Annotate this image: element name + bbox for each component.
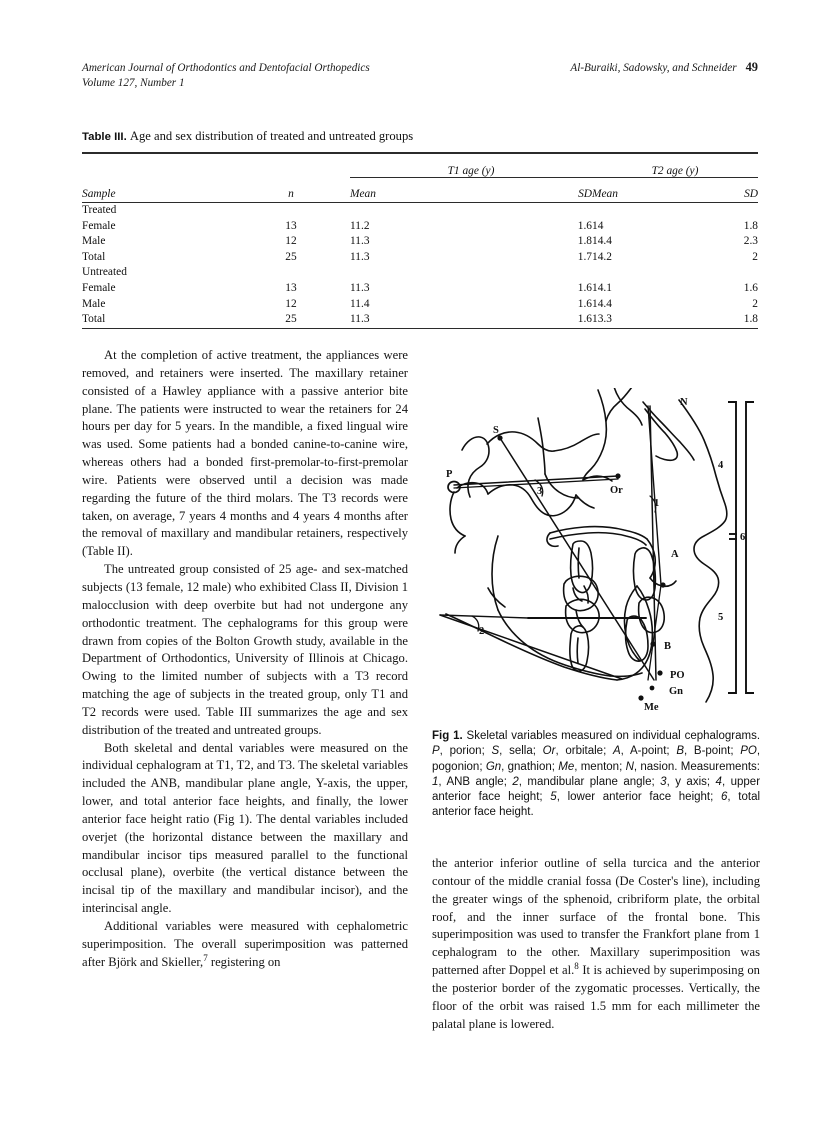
cell-t1-sd: 1.6: [577, 297, 592, 310]
cell-t2-sd: 2: [752, 250, 758, 263]
table-row: [82, 297, 758, 313]
paragraph: The untreated group consisted of 25 age- and sex-matched subjects (13 female, 12 male) who exhibited Class II, Division 1 malocclusion with deep overbite but had not undergone any orthodontic treatment. The cephalograms for this group were drawn from copies of the Bolton Growth study, available in the Department of Orthodontics, University of Illinois at Chicago. Owing to the limited number of subjects with a T3 record matching the age of subjects in the treated group, only T1 and T2 records were used. Table III summarizes the age and sex distribution of the treated and untreated groups.: [82, 562, 408, 737]
table-section-label-row: [82, 265, 758, 281]
paragraph-text: the anterior inferior outline of sella turcica and the anterior contour of the middle cranial fossa (De Coster's line), including the greater wings of the sphenoid, cribriform plate, the orbital roof, and the inner surface of the frontal bone. This superimposition was used to transfer the Frankfort plane from 1 cephalogram to the other. Maxillary superimposition was patterned after Doppel et al.: [432, 856, 760, 978]
cephalogram-outline: [440, 388, 727, 702]
cell-t2-mean: 14: [592, 219, 604, 232]
table-row: [82, 219, 758, 235]
figure-label: Fig 1.: [432, 730, 463, 742]
landmark-abbr-P: P: [432, 745, 440, 758]
group-header-t2: T2 age (y): [592, 157, 758, 178]
paragraph-text: Additional variables were measured with cephalometric superimposition. The overall superimposition was patterned after Björk and Skieller,: [82, 919, 408, 969]
cell-t2-sd: 1.8: [743, 219, 758, 232]
table-row: [82, 281, 758, 297]
measurement-brackets: [728, 402, 754, 693]
landmark-dot-gnathion: [650, 686, 655, 691]
cell-n: 13: [285, 281, 297, 294]
table-row: [82, 250, 758, 266]
diagram-label-P: P: [446, 469, 453, 480]
cell-n: 13: [285, 219, 297, 232]
figure-caption-main: Skeletal variables measured on individual cephalograms.: [466, 730, 761, 742]
measurement-name-4: upper anterior face height: [432, 775, 761, 804]
diagram-label-Gn: Gn: [669, 686, 684, 697]
figure-cephalogram-tracing: [432, 388, 762, 721]
col-header-t2-mean: Mean: [592, 188, 618, 200]
table-caption-text: Age and sex distribution of treated and untreated groups: [129, 129, 414, 143]
measurements-label: Measurements:: [680, 760, 760, 773]
landmark-name-Or: orbitale: [565, 745, 604, 758]
cell-t2-sd: 2.3: [743, 235, 758, 248]
cell-t1-sd: 1.6: [577, 281, 592, 294]
cell-n: 25: [285, 313, 297, 326]
landmark-abbr-Or: Or: [542, 745, 556, 758]
section-label-untreated: Untreated: [82, 266, 127, 279]
cell-sample: Female: [82, 281, 116, 294]
col-header-sample: Sample: [82, 188, 116, 200]
table-row: [82, 234, 758, 250]
figure-measurement-list: 1, ANB angle; 2, mandibular plane angle; 3, y axis; 4, upper anterior face height; 5, lower anterior face height; 6, total anterior face height.: [432, 775, 761, 819]
cell-t1-mean: 11.3: [350, 313, 370, 326]
landmark-dot-pogonion: [657, 670, 662, 675]
cell-t2-sd: 1.8: [743, 313, 758, 326]
table-three: [82, 129, 758, 332]
landmark-name-Gn: gnathion: [507, 760, 552, 773]
figure-caption: [432, 729, 760, 821]
landmark-abbr-PO: PO: [740, 745, 757, 758]
cell-t1-sd: 1.7: [577, 250, 592, 263]
measurement-name-5: lower anterior face height: [567, 791, 711, 804]
landmark-abbr-Gn: Gn: [485, 760, 502, 773]
landmark-name-P: porion: [449, 745, 482, 758]
group-header-t1: T1 age (y): [350, 157, 592, 178]
figure-landmark-list: P, porion; S, sella; Or, orbitale; A, A-point; B, B-point; PO, pogonion; Gn, gnathion; Me, menton; N, nasion.: [432, 745, 761, 773]
paragraph: At the completion of active treatment, the appliances were removed, and retainers were inserted. The maxillary retainer consisted of a Hawley appliance with a passive anterior bite plane. The patients were instructed to wear the retainers for 24 hours per day for 5 years. In the mandible, a fixed lingual wire was used. Some patients had a bonded canine-to-canine wire, whereas others had a bonded first-premolar-to-first-premolar wire. Patients were observed until a decision was made regarding the future of the third molars. The T3 records were taken, on average, 7 years 4 months and 4 years 4 months after the removal of maxillary and mandibular retainers, respectively (Table II).: [82, 348, 408, 559]
measurement-num-2: 2: [512, 775, 519, 788]
landmark-name-N: nasion: [640, 760, 675, 773]
cell-t2-mean: 14.1: [592, 281, 612, 294]
page-number: 49: [745, 60, 758, 74]
cell-t1-sd: 1.6: [577, 219, 592, 232]
cell-t1-mean: 11.2: [350, 219, 370, 232]
measurement-name-3: y axis: [675, 775, 707, 788]
body-column-left: [82, 347, 408, 972]
measurement-name-6: total anterior face height: [432, 791, 761, 819]
cell-t2-mean: 14.4: [592, 235, 612, 248]
landmark-dot-menton: [638, 695, 643, 700]
cell-t2-mean: 13.3: [592, 313, 612, 326]
diagram-label-Or: Or: [610, 485, 623, 496]
landmark-dot-orbitale: [615, 473, 620, 478]
body-column-right: [432, 855, 760, 1033]
measurement-num-6: 6: [721, 791, 728, 804]
diagram-label-PO: PO: [670, 670, 685, 681]
landmark-name-Me: menton: [580, 760, 620, 773]
landmark-dot-sella: [497, 435, 502, 440]
measurement-num-5: 5: [550, 791, 557, 804]
diagram-label-B: B: [664, 641, 672, 652]
landmark-name-PO: pogonion: [432, 760, 480, 773]
bracket-outer: [746, 402, 754, 693]
diagram-label-measure-5: 5: [718, 612, 724, 623]
cell-t1-mean: 11.4: [350, 297, 370, 310]
section-label-treated: Treated: [82, 204, 117, 216]
footnote-marker: 7: [203, 952, 208, 963]
diagram-label-measure-6: 6: [740, 532, 746, 543]
cell-n: 25: [285, 250, 297, 263]
diagram-labels: [446, 397, 745, 713]
cell-t2-mean: 14.4: [592, 297, 612, 310]
measurement-num-1: 1: [432, 775, 439, 788]
col-header-t1-mean: Mean: [350, 188, 376, 200]
table-caption: [82, 129, 758, 145]
measurement-num-3: 3: [660, 775, 667, 788]
running-head-volume: Volume 127, Number 1: [82, 76, 185, 89]
cell-sample: Male: [82, 297, 106, 310]
diagram-label-measure-3: 3: [537, 486, 543, 497]
running-head-authors: Al-Buraiki, Sadowsky, and Schneider: [570, 62, 737, 74]
table-rule-bottom: [82, 328, 758, 332]
landmark-name-B: B-point: [693, 745, 731, 758]
paragraph: Both skeletal and dental variables were measured on the individual cephalogram at T1, T2, and T3. The skeletal variables included the ANB, mandibular plane angle, Y-axis, the upper, lower, and total anterior face heights, and finally, the lower anterior face height ratio (Fig 1). The dental variables included overjet (the horizontal distance between the maxillary and mandibular incisor tips measured parallel to the functional occlusal plane), overbite (the vertical distance between the incisal tip of the maxillary and mandibular incisor), and the interincisal angle.: [82, 740, 408, 916]
landmark-abbr-S: S: [491, 745, 500, 758]
landmark-abbr-Me: Me: [558, 760, 575, 773]
landmark-dot-b-point: [650, 641, 655, 646]
running-head-journal: American Journal of Orthodontics and Dentofacial Orthopedics: [82, 62, 370, 74]
cell-t2-sd: 1.6: [743, 281, 758, 294]
table-row: [82, 312, 758, 328]
diagram-label-measure-1: 1: [654, 498, 660, 509]
measurement-num-4: 4: [715, 775, 722, 788]
paragraph-text-cont: registering on: [207, 954, 281, 969]
landmark-name-A: A-point: [629, 745, 667, 758]
diagram-label-N: N: [680, 397, 688, 408]
cell-sample: Male: [82, 235, 106, 248]
running-head: [82, 60, 758, 90]
cell-t2-mean: 14.2: [592, 250, 612, 263]
table-group-header-row: [82, 157, 758, 178]
table-section-label-row: [82, 203, 758, 219]
cell-t1-mean: 11.3: [350, 250, 370, 263]
col-header-t1-sd: SD: [578, 188, 592, 200]
cell-t1-mean: 11.3: [350, 281, 370, 294]
diagram-label-measure-2: 2: [479, 626, 485, 637]
cell-sample: Total: [82, 250, 106, 263]
measurement-name-1: ANB angle: [446, 775, 504, 788]
table-column-header-row: [82, 178, 758, 201]
diagram-label-measure-4: 4: [718, 460, 724, 471]
diagram-label-S: S: [493, 425, 499, 436]
cell-sample: Total: [82, 313, 106, 326]
col-header-t2-sd: SD: [744, 188, 758, 200]
table-three-grid: [82, 152, 758, 332]
cell-n: 12: [285, 297, 297, 310]
cell-t1-mean: 11.3: [350, 235, 370, 248]
landmark-abbr-A: A: [613, 745, 621, 758]
cell-t1-sd: 1.8: [577, 235, 592, 248]
table-label: Table III.: [82, 131, 127, 143]
diagram-label-Me: Me: [644, 702, 659, 713]
measurement-name-2: mandibular plane angle: [527, 775, 652, 788]
paragraph: [432, 855, 760, 1033]
bracket-inner: [728, 402, 736, 693]
landmark-name-S: sella: [509, 745, 533, 758]
diagram-label-A: A: [671, 549, 679, 560]
paragraph-text-cont: It is achieved by superimposing on the posterior border of the zygomatic processes. Vertically, the floor of the orbit was raised 1.5 mm for each millimeter the palatal plane is lowered.: [432, 963, 760, 1031]
col-header-n: n: [288, 188, 294, 200]
footnote-marker: 8: [574, 960, 579, 971]
cell-n: 12: [285, 235, 297, 248]
cell-sample: Female: [82, 219, 116, 232]
cell-t2-sd: 2: [752, 297, 758, 310]
cell-t1-sd: 1.6: [577, 313, 592, 326]
landmark-abbr-N: N: [625, 760, 634, 773]
landmark-dot-a-point: [660, 582, 665, 587]
landmark-abbr-B: B: [676, 745, 684, 758]
paragraph: [82, 918, 408, 972]
